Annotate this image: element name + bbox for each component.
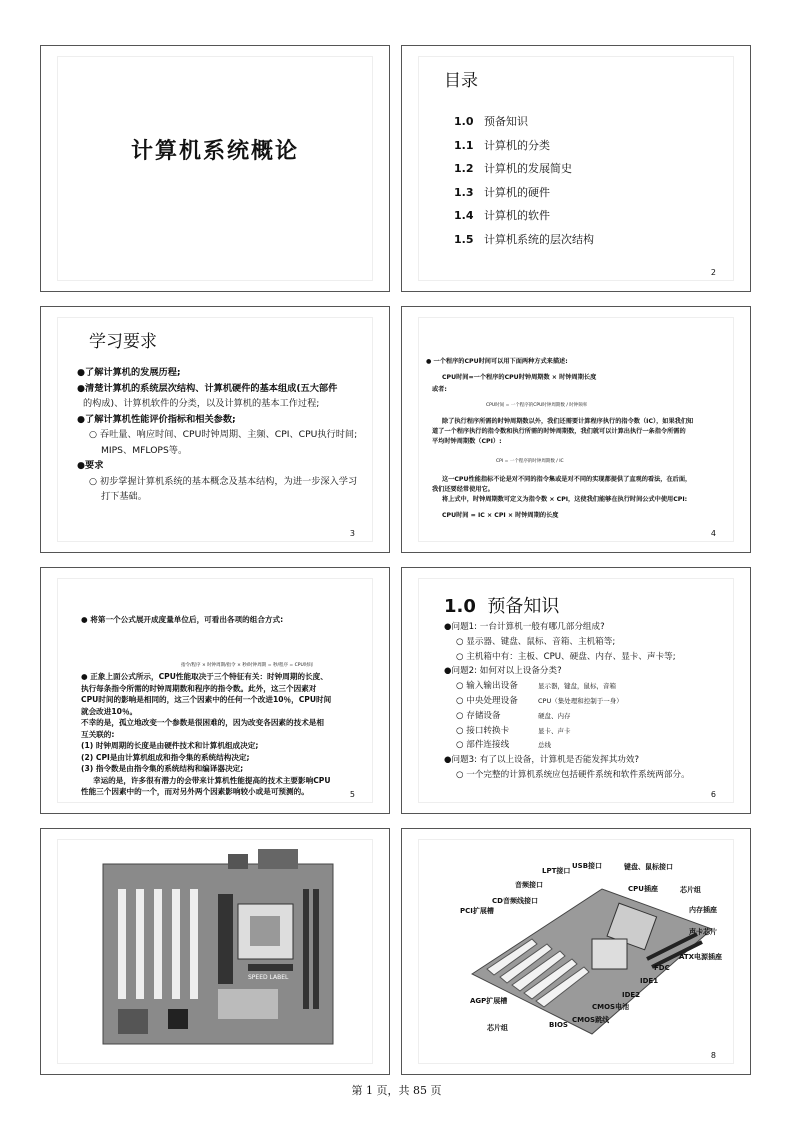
- category-row: [444, 694, 690, 709]
- category-examples: 显示器，键盘，鼠标，音箱: [538, 682, 616, 691]
- answer-line: ○ 一个完整的计算机系统应包括硬件系统和软件系统两部分。: [456, 769, 690, 780]
- text-line: 执行每条指令所需的时钟周期数和程序的指令数。此外，这三个因素对: [81, 683, 317, 693]
- text-line: ● 一个程序的CPU时间可以用下面两种方式来描述:: [426, 358, 568, 365]
- category-name: ○ 接口转换卡: [456, 725, 510, 736]
- category-name: ○ 输入输出设备: [456, 681, 518, 692]
- callout-label: USB接口: [572, 862, 603, 870]
- callout-label: LPT接口: [542, 867, 571, 875]
- callout-label: CPU插座: [628, 885, 658, 893]
- category-name: ○ 部件连接线: [456, 740, 510, 751]
- toc-label: 计算机的硬件: [484, 185, 550, 199]
- callout-label: 声卡芯片: [689, 928, 717, 936]
- photo-text: SPEED LABEL: [248, 974, 289, 981]
- section-number: 1.0: [444, 596, 476, 617]
- text-line: 幸运的是，许多很有潜力的会带来计算机性能提高的技术主要影响CPU: [93, 775, 331, 785]
- toc-item: [454, 228, 594, 252]
- category-row: [444, 724, 690, 739]
- toc-item: [454, 181, 594, 205]
- category-examples: CPU（集处理和控制于一身）: [538, 696, 623, 705]
- slide-6: [401, 567, 751, 814]
- question-3: ●问题3: 有了以上设备，计算机是否能发挥其功效?: [444, 755, 640, 766]
- slide-8: [401, 828, 751, 1075]
- slide-4: [401, 306, 751, 553]
- text-line: ●要求: [77, 460, 104, 471]
- question-1: ●问题1: 一台计算机一般有哪几部分组成?: [444, 622, 605, 632]
- text-line: 互关联的:: [81, 729, 115, 739]
- callout-label: 芯片组: [680, 886, 701, 894]
- category-examples: 总线: [538, 741, 551, 750]
- callout-label: 芯片组: [487, 1024, 508, 1032]
- page-footer: 第 1 页，共 85 页: [351, 1084, 442, 1097]
- text-line: 的构成)、计算机软件的分类，以及计算机的基本工作过程;: [83, 398, 320, 409]
- toc-label: 计算机系统的层次结构: [484, 232, 594, 246]
- callout-label: CMOS跳线: [572, 1016, 610, 1024]
- question-2: ●问题2: 如何对以上设备分类?: [444, 666, 562, 677]
- toc-item: [454, 204, 594, 228]
- slide-title: 预备知识: [487, 596, 560, 617]
- text-line: CPU时间=一个程序的CPU时钟周期数 × 时钟周期长度: [442, 374, 597, 381]
- text-line: CPI = 一个程序的时钟周期数 / IC: [496, 459, 564, 464]
- answer-line: ○ 显示器、键盘、鼠标、音箱、主机箱等;: [456, 636, 616, 647]
- category-name: ○ 中央处理设备: [456, 695, 518, 706]
- toc-number: 1.2: [454, 162, 474, 175]
- category-examples: 硬盘、内存: [538, 711, 571, 720]
- toc-number: 1.3: [454, 185, 474, 199]
- toc-item: [454, 110, 594, 134]
- slide-title: 计算机系统概论: [131, 138, 300, 164]
- text-line: 指令/程序 × 时钟周期/指令 × 秒/时钟周期 = 秒/程序 = CPU时间: [181, 662, 313, 668]
- motherboard-photo: [98, 849, 338, 1049]
- callout-label: FDC: [654, 964, 670, 972]
- toc-number: 1.1: [454, 138, 474, 152]
- slide-title: 学习要求: [89, 332, 157, 352]
- callout-label: AGP扩展槽: [470, 997, 508, 1005]
- text-line: 不幸的是，孤立地改变一个参数是很困难的，因为改变各因素的技术是相: [81, 718, 324, 727]
- text-line: (3) 指令数是由指令集的系统结构和编译器决定;: [81, 764, 244, 773]
- callout-label: 内存插座: [689, 906, 717, 914]
- slide-7: [40, 828, 390, 1075]
- callout-label: BIOS: [549, 1021, 568, 1029]
- callout-label: 音频接口: [515, 881, 543, 889]
- text-line: CPU时间的影响是相同的，这三个因素中的任何一个改进10％，CPU时间: [81, 695, 332, 704]
- callout-label: ATX电源插座: [679, 953, 723, 961]
- callout-label: CD音频线接口: [492, 897, 538, 905]
- toc-label: 计算机的发展简史: [484, 162, 572, 175]
- toc-label: 计算机的分类: [484, 138, 550, 152]
- text-line: 平均时钟周期数（CPI）:: [432, 438, 502, 445]
- text-line: 除了执行程序所需的时钟周期数以外，我们还需要计算程序执行的指令数（IC），如果我们知: [442, 418, 694, 425]
- text-line: 性能三个因素中的一个，而对另外两个因素影响较小或是可预测的。: [81, 787, 309, 796]
- toc-item: [454, 134, 594, 158]
- text-line: ● 将第一个公式展开成度量单位后，可看出各项的组合方式:: [81, 615, 284, 624]
- text-line: 就会改进10％。: [81, 706, 138, 716]
- text-line: ●了解计算机的发展历程;: [77, 367, 181, 378]
- page-number: 5: [349, 790, 355, 799]
- slide-title: 目录: [444, 71, 478, 91]
- toc-number: 1.0: [454, 115, 474, 128]
- text-line: 或者:: [432, 386, 447, 393]
- page-number: 2: [710, 268, 716, 277]
- toc-label: 预备知识: [484, 115, 528, 128]
- slide-2: [401, 45, 751, 292]
- page-number: 8: [710, 1051, 716, 1060]
- category-row: [444, 679, 690, 694]
- text-line: CPU时间 = 一个程序的CPU时钟周期数 / 时钟频率: [486, 403, 588, 408]
- slide-3: [40, 306, 390, 553]
- toc-label: 计算机的软件: [484, 209, 550, 222]
- slide-1: [40, 45, 390, 292]
- toc-item: [454, 157, 594, 181]
- text-line: ●清楚计算机的系统层次结构、计算机硬件的基本组成(五大部件: [77, 382, 338, 394]
- text-line: MIPS、MFLOPS等。: [101, 444, 188, 456]
- callout-label: PCI扩展槽: [460, 907, 494, 915]
- callout-label: CMOS电池: [592, 1003, 630, 1011]
- text-line: 道了一个程序执行的指令数和执行所需的时钟周期数，我们就可以计算出执行一条指令所需的: [432, 428, 686, 435]
- category-row: [444, 709, 690, 724]
- text-line: ○ 初步掌握计算机系统的基本概念及基本结构，为进一步深入学习: [89, 475, 358, 487]
- toc-number: 1.5: [454, 232, 474, 246]
- callout-label: IDE2: [622, 991, 641, 999]
- text-line: 这一CPU性能指标不论是对不同的指令集或是对不同的实现都提供了直观的看法，在后面，: [442, 476, 692, 483]
- toc-number: 1.4: [454, 209, 474, 222]
- text-line: ●了解计算机性能评价指标和相关参数;: [77, 413, 236, 425]
- page-number: 6: [710, 790, 716, 799]
- text-line: 将上式中，时钟周期数可定义为指令数 × CPI，这使我们能够在执行时间公式中使用CPI:: [442, 496, 688, 503]
- category-name: ○ 存储设备: [456, 710, 501, 721]
- text-line: 我们还要经常使用它。: [432, 486, 494, 493]
- text-line: ● 正象上面公式所示，CPU性能取决于三个特征有关：时钟周期的长度、: [81, 672, 328, 681]
- answer-line: ○ 主机箱中有：主板、CPU、硬盘、内存、显卡、声卡等;: [456, 651, 676, 662]
- category-row: [444, 738, 690, 753]
- text-line: 打下基础。: [101, 491, 147, 502]
- callout-label: 键盘、鼠标接口: [624, 863, 673, 871]
- text-line: ○ 吞吐量、响应时间、CPU时钟周期、主频、CPI、CPU执行时间;: [89, 429, 358, 440]
- callout-label: IDE1: [640, 977, 659, 985]
- page-number: 4: [710, 529, 716, 538]
- category-examples: 显卡、声卡: [538, 726, 571, 735]
- slide-5: [40, 567, 390, 814]
- text-line: CPU时间 = IC × CPI × 时钟周期的长度: [442, 512, 559, 519]
- page-number: 3: [349, 529, 355, 538]
- text-line: (1) 时钟周期的长度是由硬件技术和计算机组成决定;: [81, 741, 259, 750]
- text-line: (2) CPI是由计算机组成和指令集的系统结构决定;: [81, 752, 250, 762]
